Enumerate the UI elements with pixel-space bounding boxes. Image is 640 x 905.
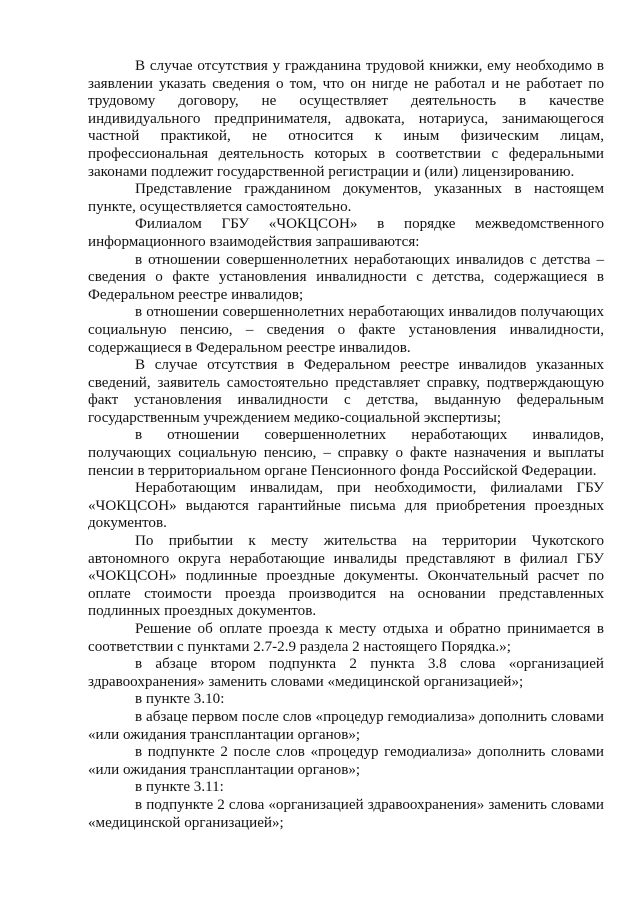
- paragraph-point-3-11: в пункте 3.11:: [135, 779, 224, 796]
- paragraph-pension-certificate: в отношении совершеннолетних неработающих инвалидов, получающих социальную пенсию, – справку о факте назначения и выплаты пенсии в территориальном органе Пенсионного фонда Российской Федерации.: [88, 427, 604, 479]
- paragraph-payment-decision: Решение об оплате проезда к месту отдыха и обратно принимается в соответствии с пунктами 2.7-2.9 раздела 2 настоящего Порядка.»;: [88, 621, 604, 655]
- paragraph-disabled-since-childhood: в отношении совершеннолетних неработающих инвалидов с детства – сведения о факте установления инвалидности с детства, содержащиеся в Федеральном реестре инвалидов;: [88, 251, 604, 303]
- document-body: [88, 58, 604, 832]
- paragraph-missing-registry-info: В случае отсутствия в Федеральном реестре инвалидов указанных сведений, заявитель самостоятельно представляет справку, подтверждающую факт установления инвалидности с детства, выданную федеральным государственным учреждением медико-социальной экспертизы;: [88, 357, 604, 426]
- paragraph-interagency-request: Филиалом ГБУ «ЧОКЦСОН» в порядке межведомственного информационного взаимодействия запрашиваются:: [88, 216, 604, 250]
- paragraph-social-pension: в отношении совершеннолетних неработающих инвалидов получающих социальную пенсию, – сведения о факте установления инвалидности, содержащиеся в Федеральном реестре инвалидов.: [88, 304, 604, 356]
- paragraph-amendment-3-10-first: в абзаце первом после слов «процедур гемодиализа» дополнить словами «или ожидания трансплантации органов»;: [88, 708, 604, 743]
- paragraph-self-submission: Представление гражданином документов, указанных в настоящем пункте, осуществляется самостоятельно.: [88, 181, 604, 215]
- paragraph-amendment-3-11-sub2: в подпункте 2 слова «организацией здравоохранения» заменить словами «медицинской организацией»;: [88, 796, 604, 831]
- paragraph-amendment-3-10-sub2: в подпункте 2 после слов «процедур гемодиализа» дополнить словами «или ожидания трансплантации органов»;: [88, 744, 604, 778]
- paragraph-amendment-3-8: в абзаце втором подпункта 2 пункта 3.8 слова «организацией здравоохранения» заменить словами «медицинской организацией»;: [88, 656, 604, 690]
- paragraph-original-tickets: По прибытии к месту жительства на территории Чукотского автономного округа неработающие инвалиды представляют в филиал ГБУ «ЧОКЦСОН» подлинные проездные документы. Окончательный расчет по оплате стоимости проезда производится на основании представленных подлинных проездных документов.: [88, 533, 604, 620]
- paragraph-point-3-10: в пункте 3.10:: [135, 691, 225, 708]
- paragraph-guarantee-letters: Неработающим инвалидам, при необходимости, филиалами ГБУ «ЧОКЦСОН» выдаются гарантийные письма для приобретения проездных документов.: [88, 480, 604, 532]
- paragraph-labor-book: В случае отсутствия у гражданина трудовой книжки, ему необходимо в заявлении указать сведения о том, что он нигде не работал и не работает по трудовому договору, не осуществляет деятельность в качестве индивидуального предпринимателя, адвоката, нотариуса, занимающегося частной практикой, не относится к иным физическим лицам, профессиональная деятельность которых в соответствии с федеральными законами подлежит государственной регистрации и (или) лицензированию.: [88, 58, 604, 180]
